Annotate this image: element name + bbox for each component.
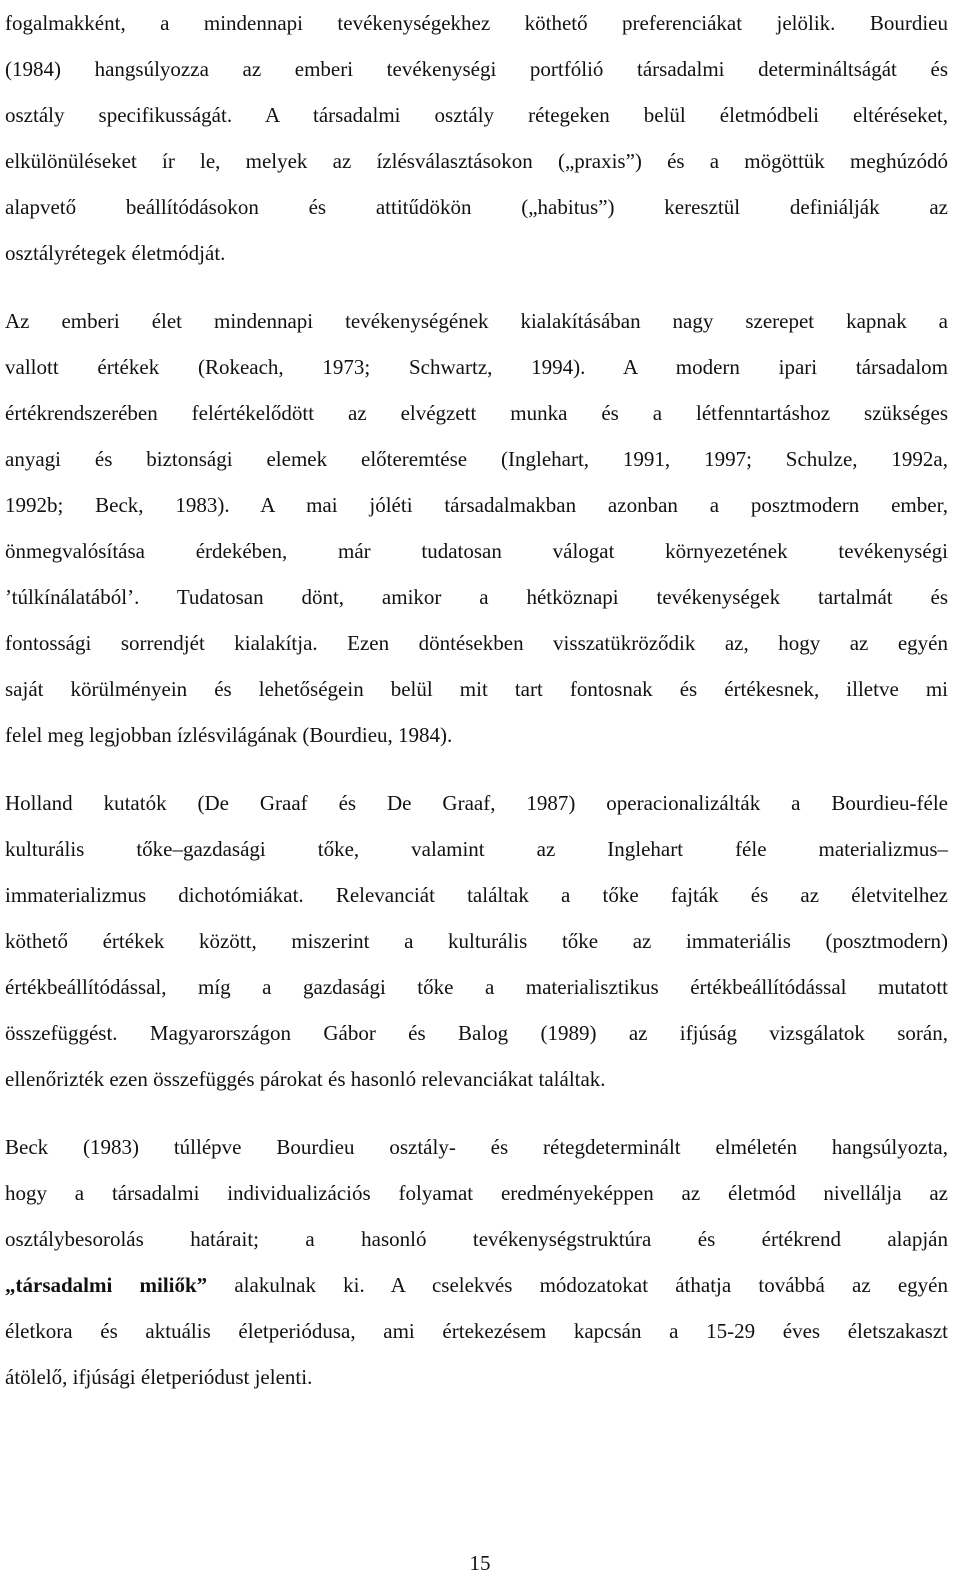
text-line: Beck (1983) túllépve Bourdieu osztály- és rétegdeterminált elméletén hangsúlyozta,: [5, 1135, 948, 1159]
text-line: értékbeállítódással, míg a gazdasági tőke a materialisztikus értékbeállítódással mutatott: [5, 975, 948, 999]
text-line: felel meg legjobban ízlésvilágának (Bourdieu, 1984).: [5, 723, 453, 747]
paragraph-1: [5, 0, 948, 276]
text-line: életkora és aktuális életperiódusa, ami értekezésem kapcsán a 15-29 éves életszakaszt: [5, 1319, 948, 1343]
text-line: osztályrétegek életmódját.: [5, 241, 226, 265]
text-line-rest: alakulnak ki. A cselekvés módozatokat áthatja továbbá az egyén: [207, 1273, 948, 1297]
text-line: anyagi és biztonsági elemek előteremtése (Inglehart, 1991, 1997; Schulze, 1992a,: [5, 447, 948, 471]
text-line-with-emphasis: [5, 1262, 948, 1308]
text-line: alapvető beállítódásokon és attitűdökön („habitus”) keresztül definiálják az: [5, 195, 948, 219]
text-line: elkülönüléseket ír le, melyek az ízlésválasztásokon („praxis”) és a mögöttük meghúzódó: [5, 149, 948, 173]
text-line: átölelő, ifjúsági életperiódust jelenti.: [5, 1365, 313, 1389]
text-line: kulturális tőke–gazdasági tőke, valamint az Inglehart féle materializmus–: [5, 837, 948, 861]
text-line: (1984) hangsúlyozza az emberi tevékenységi portfólió társadalmi determináltságát és: [5, 57, 948, 81]
page-number: 15: [469, 1551, 491, 1575]
emphasis-term: „társadalmi miliők”: [5, 1273, 208, 1297]
body-text: [5, 0, 948, 1400]
text-line: fontossági sorrendjét kialakítja. Ezen döntésekben visszatükröződik az, hogy az egyén: [5, 631, 948, 655]
text-line: vallott értékek (Rokeach, 1973; Schwartz, 1994). A modern ipari társadalom: [5, 355, 948, 379]
text-line: Az emberi élet mindennapi tevékenységének kialakításában nagy szerepet kapnak a: [5, 309, 948, 333]
paragraph-2: [5, 298, 948, 758]
text-line: ’túlkínálatából’. Tudatosan dönt, amikor a hétköznapi tevékenységek tartalmát és: [5, 585, 948, 609]
text-line: értékrendszerében felértékelődött az elvégzett munka és a létfenntartáshoz szükséges: [5, 401, 948, 425]
text-line: saját körülményein és lehetőségein belül mit tart fontosnak és értékesnek, illetve mi: [5, 677, 948, 701]
text-line: ellenőrizték ezen összefüggés párokat és hasonló relevanciákat találtak.: [5, 1067, 606, 1091]
paragraph-4: [5, 1124, 948, 1400]
paragraph-3: [5, 780, 948, 1102]
text-line: osztálybesorolás határait; a hasonló tevékenységstruktúra és értékrend alapján: [5, 1227, 948, 1251]
text-line: osztály specifikusságát. A társadalmi osztály rétegeken belül életmódbeli eltéréseket,: [5, 103, 948, 127]
text-line: köthető értékek között, miszerint a kulturális tőke az immateriális (posztmodern): [5, 929, 948, 953]
text-line: fogalmakként, a mindennapi tevékenységekhez köthető preferenciákat jelölik. Bourdieu: [5, 11, 948, 35]
text-line: összefüggést. Magyarországon Gábor és Balog (1989) az ifjúság vizsgálatok során,: [5, 1021, 948, 1045]
text-line: önmegvalósítása érdekében, már tudatosan válogat környezetének tevékenységi: [5, 539, 948, 563]
text-line: Holland kutatók (De Graaf és De Graaf, 1987) operacionalizálták a Bourdieu-féle: [5, 791, 948, 815]
text-line: 1992b; Beck, 1983). A mai jóléti társadalmakban azonban a posztmodern ember,: [5, 493, 948, 517]
text-line: hogy a társadalmi individualizációs folyamat eredményeképpen az életmód nivellálja az: [5, 1181, 948, 1205]
text-line: immaterializmus dichotómiákat. Relevanciát találtak a tőke fajták és az életvitelhez: [5, 883, 948, 907]
